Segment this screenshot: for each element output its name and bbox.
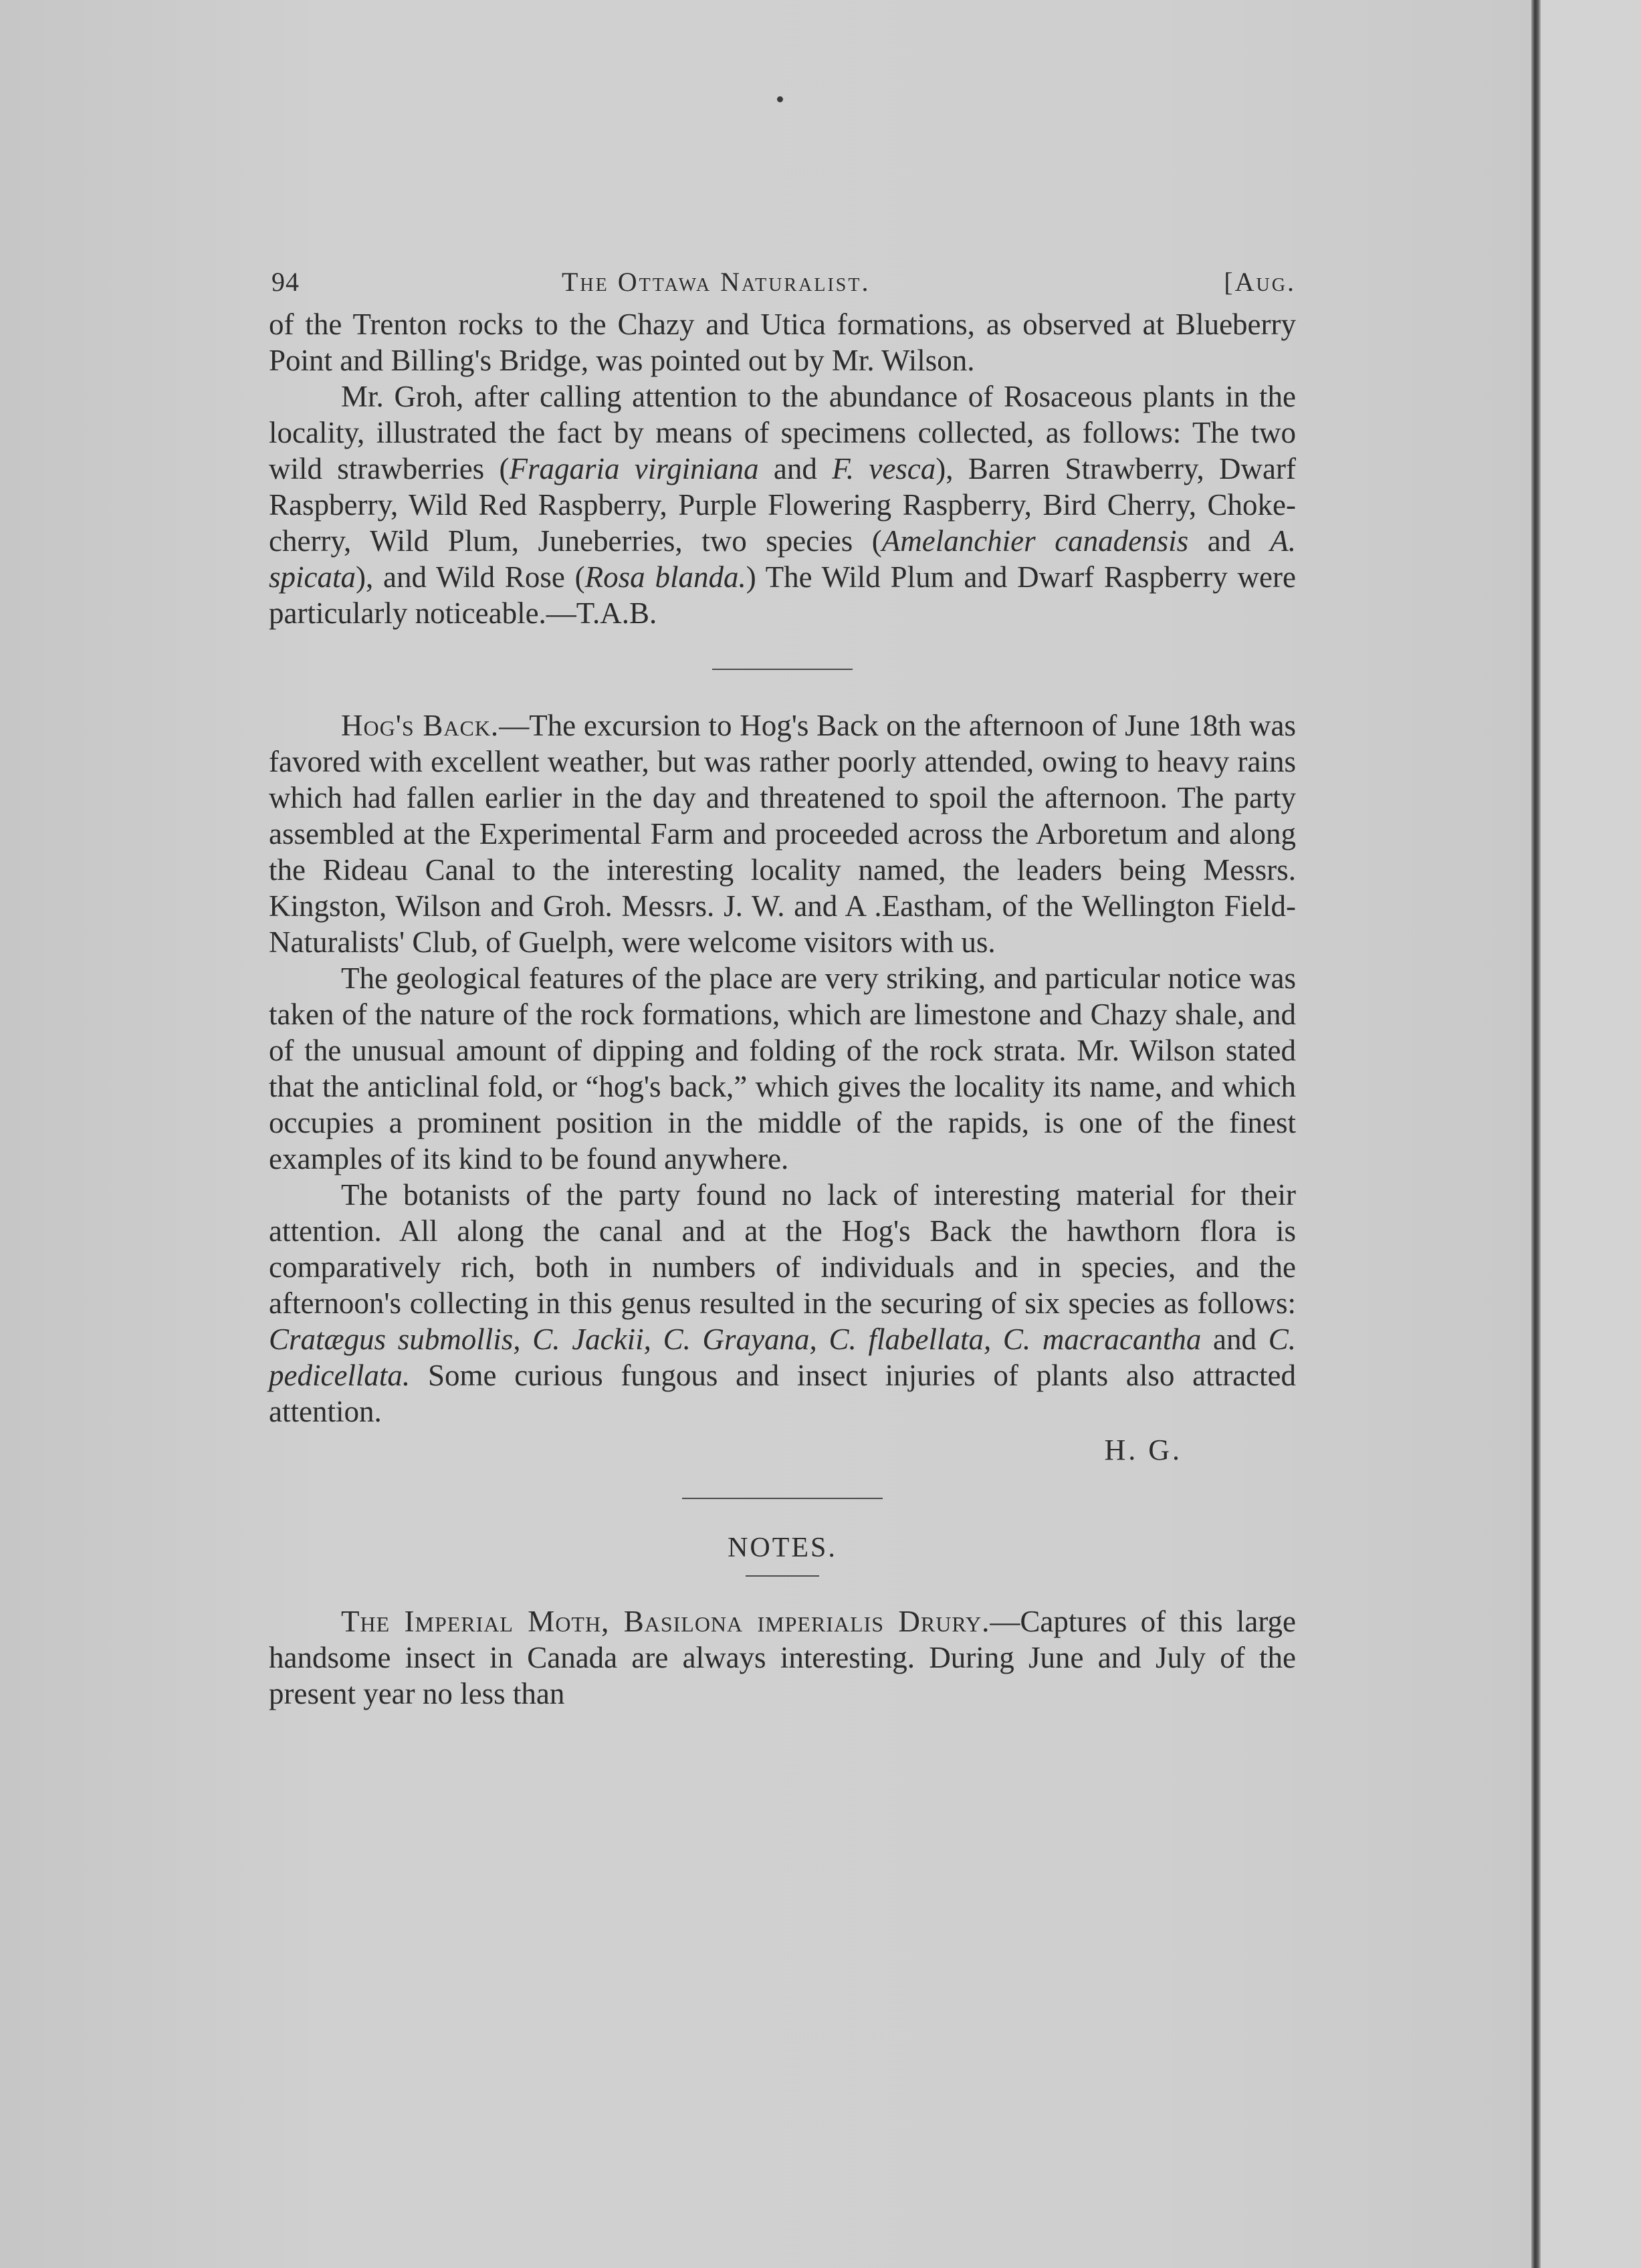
text-run: ) The Wild Plum and Dwarf Raspberry were particularly noticeable.—T.A.B.	[269, 560, 1296, 630]
section-lead: The Imperial Moth, Basilona imperialis Drury.	[341, 1605, 990, 1638]
section-lead: Hog's Back.	[341, 709, 500, 742]
text-run: ), Barren Strawberry, Dwarf Raspberry, Wild Red Raspberry, Purple Flowering Raspberry, Bird Cherry, Choke-cherry, Wild Plum, Juneberries, two species (	[269, 452, 1296, 558]
adjacent-page-edge	[1541, 0, 1641, 2268]
paragraph-geological-features: The geological features of the place are very striking, and particular notice was taken of the nature of the rock formations, which are limestone and Chazy shale, and of the unusual amount of dipping and folding of the rock strata. Mr. Wilson stated that the anticlinal fold, or “hog's back,” which gives the locality its name, and which occupies a prominent position in the middle of the rapids, is one of the finest examples of its kind to be found anywhere.	[269, 961, 1296, 1175]
page-content	[269, 266, 1296, 1712]
page-gutter-shadow	[1531, 0, 1541, 2268]
paragraph-rosaceous-plants	[269, 378, 1296, 631]
print-speck	[777, 96, 783, 102]
running-head	[269, 266, 1296, 306]
text-run: ), and Wild Rose (	[356, 560, 585, 594]
paragraph-botanists	[269, 1177, 1296, 1430]
species-name: A. spicata	[269, 524, 1296, 594]
text-run: —Captures of this large handsome insect in Canada are always interesting. During June and July of the present year no less than	[269, 1605, 1296, 1710]
species-name: Amelanchier canadensis	[881, 524, 1189, 558]
species-name: F. vesca	[832, 452, 936, 485]
author-signature: H. G.	[1104, 1434, 1182, 1466]
notes-heading: NOTES.	[728, 1533, 837, 1563]
section-divider	[712, 669, 853, 670]
species-name: Rosa blanda.	[584, 560, 746, 594]
text-run: —The excursion to Hog's Back on the afternoon of June 18th was favored with excellent weather, but was rather poorly attended, owing to heavy rains which had fallen earlier in the day and threatened to spoil the afternoon. The party assembled at the Experimental Farm and proceeded across the Arboretum and along the Rideau Canal to the interesting locality named, the leaders being Messrs. Kingston, Wilson and Groh. Messrs. J. W. and A .Eastham, of the Wellington Field-Naturalists' Club, of Guelph, were welcome visitors with us.	[269, 709, 1297, 959]
text-run: and	[1188, 524, 1271, 558]
section-divider	[682, 1498, 883, 1499]
issue-month: [Aug.	[1224, 267, 1296, 297]
text-run: and	[758, 452, 833, 485]
text-run: The botanists of the party found no lack of interesting material for their attention. All along the canal and at the Hog's Back the hawthorn flora is comparatively rich, both in numbers of individuals and in species, and the afternoon's collecting in this genus resulted in the securing of six species as follows:	[269, 1178, 1296, 1320]
text-run: Mr. Groh, after calling attention to the abundance of Rosaceous plants in the locality, illustrated the fact by means of specimens collected, as follows: The two wild strawberries (	[269, 380, 1296, 485]
text-run: and	[1201, 1323, 1269, 1356]
species-name: C. pedicellata.	[269, 1323, 1296, 1392]
paragraph-hogs-back-excursion	[269, 707, 1296, 960]
journal-title: The Ottawa Naturalist.	[562, 267, 871, 297]
heading-underline	[746, 1575, 819, 1577]
paragraph-trenton-rocks: of the Trenton rocks to the Chazy and Utica formations, as observed at Blueberry Point and Billing's Bridge, was pointed out by Mr. Wilson.	[269, 308, 1296, 377]
paragraph-imperial-moth	[269, 1603, 1296, 1712]
text-run: Some curious fungous and insect injuries of plants also attracted attention.	[269, 1359, 1296, 1428]
page-number: 94	[271, 267, 300, 297]
species-name: Fragaria virginiana	[509, 452, 759, 485]
species-name: Cratægus submollis, C. Jackii, C. Grayana, C. flabellata, C. macracantha	[269, 1323, 1202, 1356]
